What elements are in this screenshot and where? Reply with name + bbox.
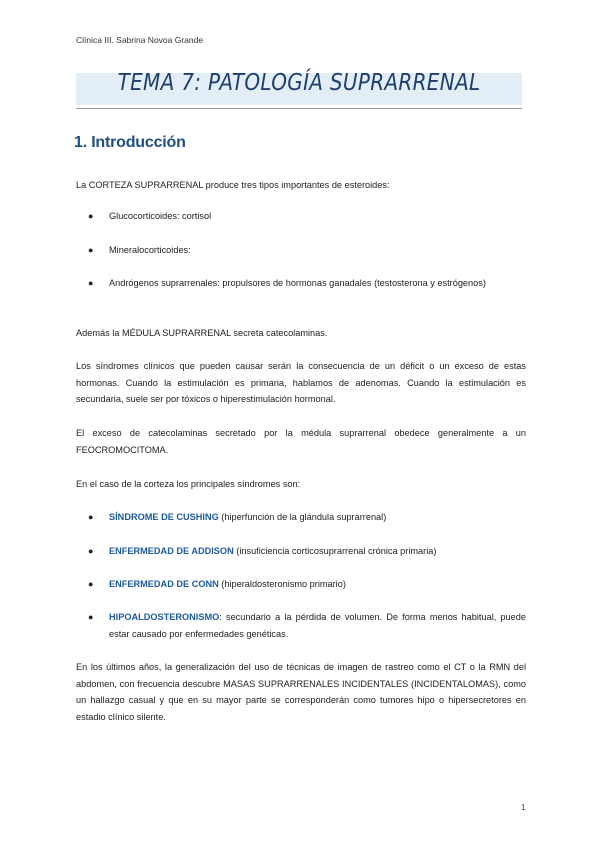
running-header: Clínica III. Sabrina Novoa Grande [76, 35, 204, 45]
list-item [88, 509, 526, 526]
syndrome-term: SÍNDROME DE CUSHING [109, 512, 219, 522]
list-item [88, 543, 526, 560]
paragraph-medula: Además la MÉDULA SUPRARRENAL secreta catecolaminas. [76, 328, 328, 338]
bullet-icon: ● [88, 245, 94, 255]
list-item-text: Andrógenos suprarrenales: propulsores de hormonas ganadales (testosterona y estrógenos) [109, 278, 486, 288]
syndrome-description: : secundario a la pérdida de volumen. De forma menos habitual, puede estar causado por enfermedades genéticas. [109, 612, 526, 639]
syndrome-description: (hiperfunción de la glándula suprarrenal) [218, 512, 387, 522]
paragraph-intro: La CORTEZA SUPRARRENAL produce tres tipos importantes de esteroides: [76, 180, 390, 190]
page-title: TEMA 7: PATOLOGÍA SUPRARRENAL [117, 68, 481, 96]
list-item-text: Mineralocorticoides: [109, 245, 191, 255]
paragraph-catecholamines: El exceso de catecolaminas secretado por la médula suprarrenal obedece generalmente a un FEOCROMOCITOMA. [76, 428, 526, 455]
list-item-text: Glucocorticoides: cortisol [109, 211, 212, 221]
paragraph-syndromes: Los síndromes clínicos que pueden causar serán la consecuencia de un déficit o un exceso de estas hormonas. Cuando la estimulación es primaria, hablamos de adenomas. Cuando la estimulación es secundaria, suele ser por tóxicos o hiperestimulación hormonal. [76, 361, 526, 404]
list-item [88, 609, 526, 642]
paragraph-incidentalomas: En los últimos años, la generalización del uso de técnicas de imagen de rastreo como el CT o la RMN del abdomen, con frecuencia descubre MASAS SUPRARRENALES INCIDENTALES (INCIDENTALOMAS), como un hallazgo casual y que en su mayor parte se corresponderán como tumores hipo o hipersecretores en estadio clínico silente. [76, 662, 526, 722]
syndrome-term: HIPOALDOSTERONISMO [109, 612, 220, 622]
list-item [88, 242, 526, 259]
bullet-icon: ● [88, 512, 94, 522]
syndrome-description: (hiperaldosteronismo primario) [218, 579, 346, 589]
syndrome-description: (insuficiencia corticosuprarrenal crónica primaria) [233, 546, 437, 556]
list-item [88, 208, 526, 225]
syndrome-term: ENFERMEDAD DE CONN [109, 579, 219, 589]
title-divider [76, 108, 522, 109]
bullet-icon: ● [88, 278, 94, 288]
list-item [88, 275, 526, 292]
list-item [88, 576, 526, 593]
bullet-icon: ● [88, 546, 94, 556]
paragraph-cortex: En el caso de la corteza los principales síndromes son: [76, 479, 301, 489]
bullet-icon: ● [88, 612, 94, 622]
bullet-icon: ● [88, 579, 94, 589]
bullet-icon: ● [88, 211, 94, 221]
syndrome-term: ENFERMEDAD DE ADDISON [109, 546, 234, 556]
page-number: 1 [521, 803, 526, 812]
section-heading: 1. Introducción [74, 134, 186, 151]
